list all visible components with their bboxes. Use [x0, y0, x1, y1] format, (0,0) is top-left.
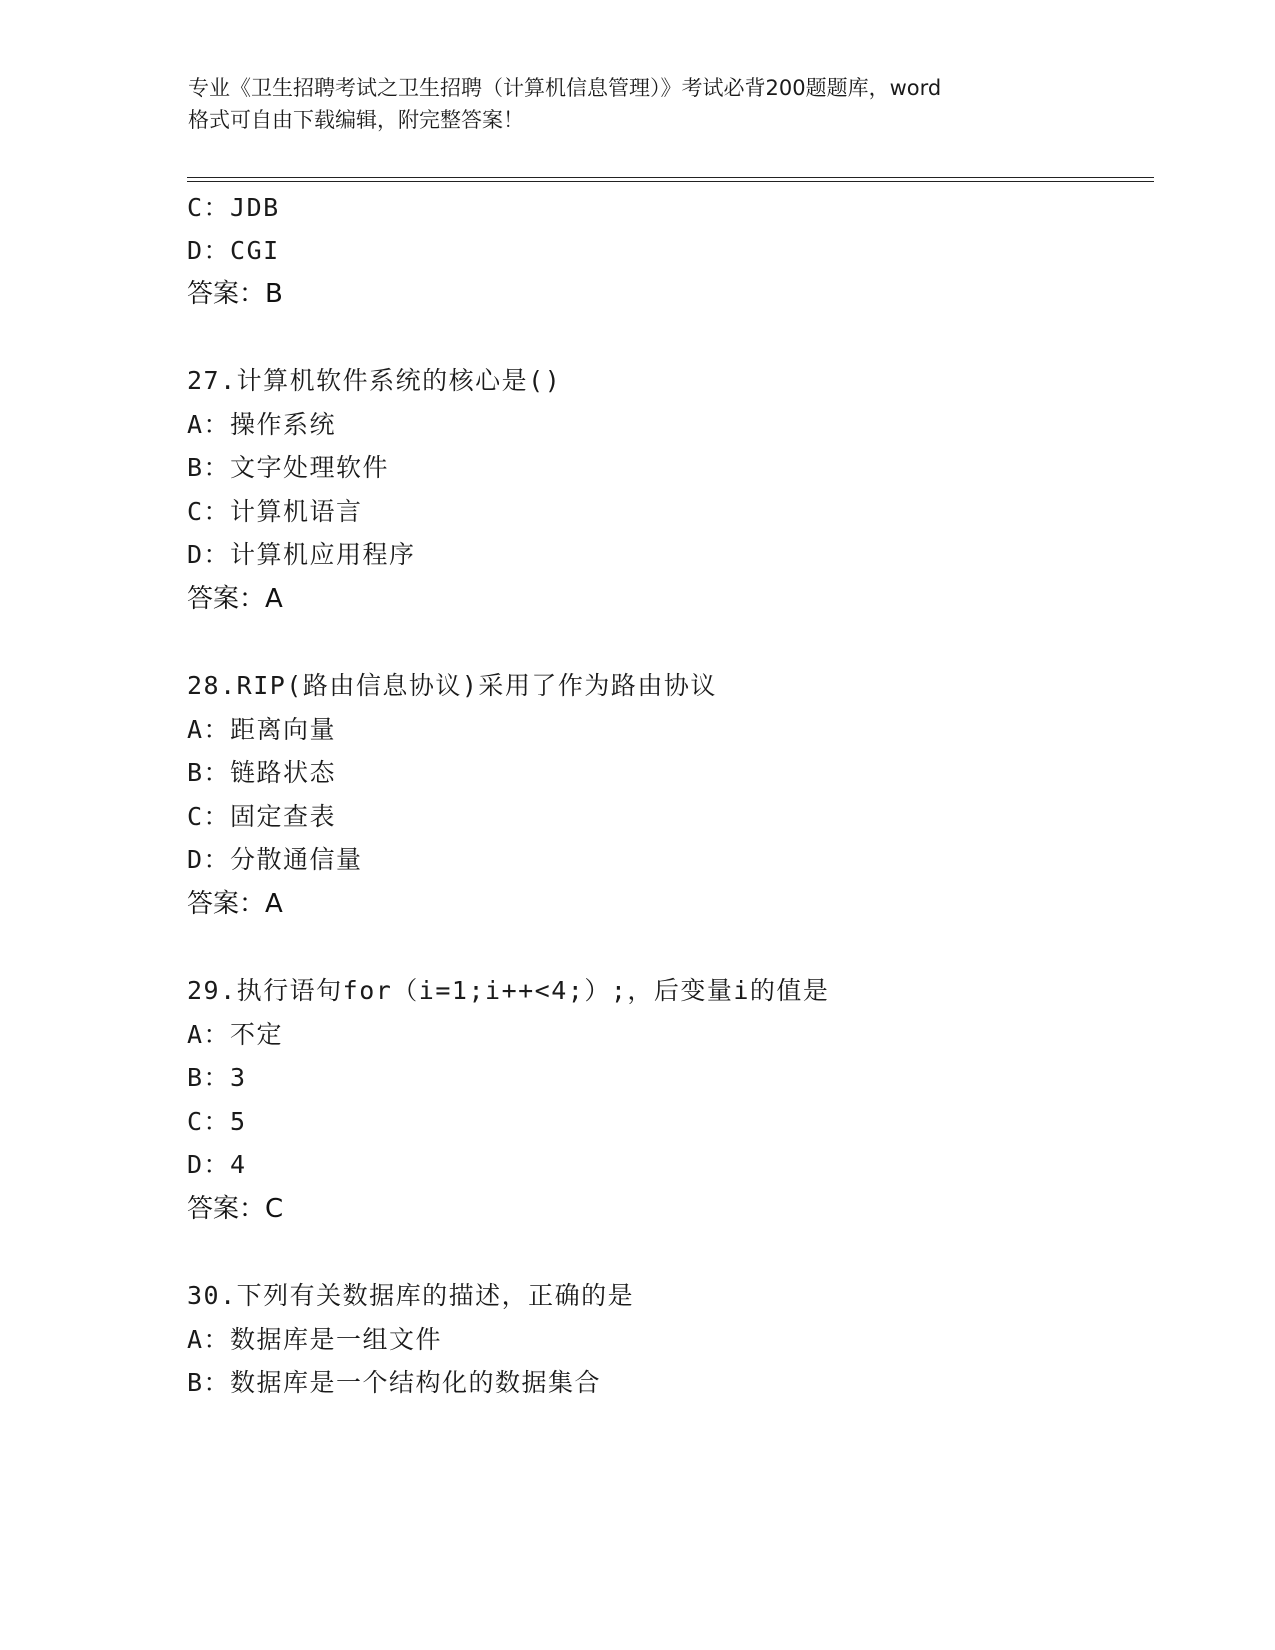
question-stem: 30.下列有关数据库的描述，正确的是	[187, 1281, 635, 1310]
option-c: C：固定查表	[187, 802, 337, 831]
option-b: B：3	[187, 1063, 247, 1092]
question-stem: 27.计算机软件系统的核心是()	[187, 366, 562, 395]
document-header	[188, 72, 1088, 136]
option-b: B：链路状态	[187, 758, 337, 787]
question-stem: 28.RIP(路由信息协议)采用了作为路由协议	[187, 671, 717, 700]
option-d: D：分散通信量	[187, 845, 363, 874]
answer-label: 答案：C	[187, 1194, 284, 1224]
option-a: A：距离向量	[187, 715, 337, 744]
header-divider-top	[187, 177, 1154, 178]
option-a: A：不定	[187, 1020, 284, 1049]
option-c: C：5	[187, 1107, 247, 1136]
option-c: C：计算机语言	[187, 497, 363, 526]
option-d: D：4	[187, 1150, 247, 1179]
header-line-1: 专业《卫生招聘考试之卫生招聘（计算机信息管理）》考试必背200题题库，word	[188, 76, 942, 100]
option-a: A：数据库是一组文件	[187, 1325, 443, 1354]
option-d: D：计算机应用程序	[187, 540, 416, 569]
header-divider-bottom	[187, 181, 1154, 182]
option-b: B：数据库是一个结构化的数据集合	[187, 1368, 602, 1397]
question-stem: 29.执行语句for（i=1;i++<4;）;，后变量i的值是	[187, 976, 830, 1005]
option-c: C：JDB	[187, 193, 280, 222]
option-d: D：CGI	[187, 236, 280, 265]
answer-label: 答案：A	[187, 889, 283, 919]
header-line-2: 格式可自由下载编辑，附完整答案！	[188, 108, 524, 132]
answer-label: 答案：A	[187, 584, 283, 614]
answer-label: 答案：B	[187, 279, 283, 309]
option-b: B：文字处理软件	[187, 453, 390, 482]
option-a: A：操作系统	[187, 410, 337, 439]
